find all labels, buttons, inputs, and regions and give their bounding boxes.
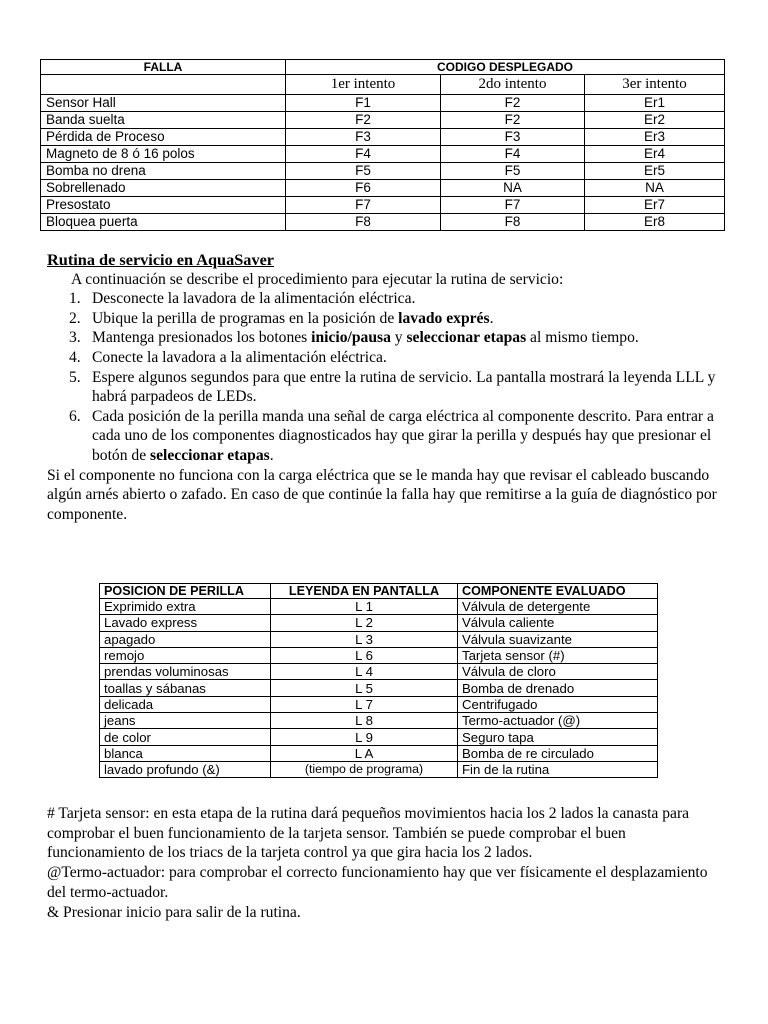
knob-position: Exprimido extra	[100, 599, 271, 615]
fault-name: Presostato	[41, 197, 286, 214]
step-bold-text: lavado exprés	[398, 309, 490, 327]
evaluated-component: Termo-actuador (@)	[458, 713, 658, 729]
step-text: al mismo tiempo.	[526, 329, 639, 347]
code-attempt-3: Er4	[585, 146, 725, 163]
table-row	[41, 197, 725, 214]
evaluated-component: Fin de la rutina	[458, 761, 658, 777]
attempt-2-header: 2do intento	[441, 75, 585, 95]
knob-position: remojo	[100, 647, 271, 663]
knob-position: Lavado express	[100, 615, 271, 631]
note-termo-actuador: @Termo-actuador: para comprobar el correcto funcionamiento hay que ver físicamente el desplazamiento del termo-actuador.	[47, 864, 708, 901]
table-row	[100, 599, 658, 615]
code-attempt-2: F7	[441, 197, 585, 214]
screen-legend: L A	[271, 745, 458, 761]
table-row	[41, 146, 725, 163]
code-attempt-2: F8	[441, 214, 585, 231]
steps-list	[47, 289, 727, 465]
list-item	[47, 407, 727, 466]
evaluated-component: Válvula caliente	[458, 615, 658, 631]
service-routine-table	[99, 583, 658, 778]
code-attempt-2: NA	[441, 180, 585, 197]
step-number: 5.	[69, 368, 81, 386]
position-column-header: POSICION DE PERILLA	[100, 584, 271, 599]
code-attempt-3: NA	[585, 180, 725, 197]
table-row	[41, 129, 725, 146]
knob-position: toallas y sábanas	[100, 680, 271, 696]
knob-position: jeans	[100, 713, 271, 729]
screen-legend: L 7	[271, 696, 458, 712]
note-tarjeta-sensor: # Tarjeta sensor: en esta etapa de la rutina dará pequeños movimientos hacia los 2 lados la canasta para comprobar el buen funcionamiento de la tarjeta sensor. También se puede comprobar el buen funcionamiento de los triacs de la tarjeta control ya que gira hacia los 2 lados.	[47, 805, 690, 862]
table-row	[100, 761, 658, 777]
step-text: Cada posición de la perilla manda una señal de carga eléctrica al componente descrito. Para entrar a cada uno de los componentes diagnosticados hay que girar la perilla y después hay que presionar el botón de	[92, 407, 714, 464]
step-text: Ubique la perilla de programas en la posición de	[92, 309, 399, 327]
code-attempt-1: F6	[286, 180, 441, 197]
step-number: 4.	[69, 348, 81, 366]
list-item	[47, 309, 727, 329]
service-table-header-row	[100, 584, 658, 599]
table-row	[41, 95, 725, 112]
code-attempt-2: F5	[441, 163, 585, 180]
note-exit-routine: & Presionar inicio para salir de la rutina.	[47, 903, 301, 921]
step-bold-text: seleccionar etapas	[150, 446, 270, 464]
code-attempt-2: F4	[441, 146, 585, 163]
step-bold-text: inicio/pausa	[311, 329, 391, 347]
fault-table-header-row	[41, 60, 725, 75]
step-bold-text: seleccionar etapas	[406, 329, 527, 347]
code-attempt-2: F3	[441, 129, 585, 146]
code-attempt-1: F5	[286, 163, 441, 180]
step-text: Mantenga presionados los botones	[92, 329, 312, 347]
intro-text: A continuación se describe el procedimiento para ejecutar la rutina de servicio:	[71, 270, 564, 288]
fault-code-table	[40, 59, 725, 231]
code-attempt-1: F2	[286, 112, 441, 129]
table-row	[100, 745, 658, 761]
code-attempt-1: F4	[286, 146, 441, 163]
code-attempt-2: F2	[441, 112, 585, 129]
closing-paragraph: Si el componente no funciona con la carga eléctrica que se le manda hay que revisar el cableado buscando algún arnés abierto o zafado. En caso de que continúe la falla hay que remitirse a la guía de diagnóstico por componente.	[47, 466, 717, 523]
code-attempt-1: F1	[286, 95, 441, 112]
table-row	[100, 631, 658, 647]
evaluated-component: Centrifugado	[458, 696, 658, 712]
screen-legend: L 3	[271, 631, 458, 647]
step-text: .	[269, 446, 274, 464]
code-attempt-3: Er7	[585, 197, 725, 214]
code-attempt-3: Er2	[585, 112, 725, 129]
screen-legend: L 1	[271, 599, 458, 615]
table-row	[100, 696, 658, 712]
evaluated-component: Bomba de re circulado	[458, 745, 658, 761]
code-attempt-3: Er3	[585, 129, 725, 146]
step-number: 6.	[69, 407, 81, 425]
screen-legend: L 5	[271, 680, 458, 696]
attempt-header-row	[41, 75, 725, 95]
evaluated-component: Seguro tapa	[458, 729, 658, 745]
legend-column-header: LEYENDA EN PANTALLA	[271, 584, 458, 599]
step-text: Conecte la lavadora a la alimentación eléctrica.	[92, 348, 387, 366]
knob-position: blanca	[100, 745, 271, 761]
evaluated-component: Válvula suavizante	[458, 631, 658, 647]
service-routine-section	[47, 250, 727, 524]
step-number: 2.	[69, 309, 81, 327]
component-column-header: COMPONENTE EVALUADO	[458, 584, 658, 599]
screen-legend: L 9	[271, 729, 458, 745]
evaluated-component: Válvula de detergente	[458, 599, 658, 615]
evaluated-component: Tarjeta sensor (#)	[458, 647, 658, 663]
list-item	[47, 368, 727, 407]
step-text: Espere algunos segundos para que entre la rutina de servicio. La pantalla mostrará la leyenda LLL y habrá parpadeos de LEDs.	[92, 368, 716, 406]
fault-name: Sobrellenado	[41, 180, 286, 197]
footnotes	[47, 804, 727, 922]
table-row	[100, 647, 658, 663]
table-row	[41, 163, 725, 180]
fault-column-header: FALLA	[41, 60, 286, 75]
table-row	[100, 713, 658, 729]
fault-name: Bomba no drena	[41, 163, 286, 180]
knob-position: apagado	[100, 631, 271, 647]
knob-position: prendas voluminosas	[100, 664, 271, 680]
code-attempt-1: F3	[286, 129, 441, 146]
table-row	[41, 180, 725, 197]
screen-legend: L 8	[271, 713, 458, 729]
knob-position: delicada	[100, 696, 271, 712]
fault-name: Magneto de 8 ó 16 polos	[41, 146, 286, 163]
code-attempt-3: Er8	[585, 214, 725, 231]
code-column-header: CODIGO DESPLEGADO	[286, 60, 725, 75]
fault-name: Pérdida de Proceso	[41, 129, 286, 146]
attempt-3-header: 3er intento	[585, 75, 725, 95]
screen-legend: L 4	[271, 664, 458, 680]
evaluated-component: Válvula de cloro	[458, 664, 658, 680]
list-item	[47, 348, 727, 368]
list-item	[47, 328, 727, 348]
step-text: Desconecte la lavadora de la alimentación eléctrica.	[92, 290, 416, 308]
knob-position: lavado profundo (&)	[100, 761, 271, 777]
section-title: Rutina de servicio en AquaSaver	[47, 250, 275, 269]
screen-legend: L 2	[271, 615, 458, 631]
attempt-1-header: 1er intento	[286, 75, 441, 95]
table-row	[100, 664, 658, 680]
table-row	[100, 615, 658, 631]
knob-position: de color	[100, 729, 271, 745]
step-text: .	[489, 309, 494, 327]
table-row	[41, 214, 725, 231]
screen-legend: (tiempo de programa)	[271, 761, 458, 777]
table-row	[100, 729, 658, 745]
fault-name: Bloquea puerta	[41, 214, 286, 231]
code-attempt-1: F8	[286, 214, 441, 231]
code-attempt-1: F7	[286, 197, 441, 214]
code-attempt-3: Er5	[585, 163, 725, 180]
step-text: y	[390, 329, 407, 347]
code-attempt-3: Er1	[585, 95, 725, 112]
step-number: 3.	[69, 329, 81, 347]
code-attempt-2: F2	[441, 95, 585, 112]
table-row	[100, 680, 658, 696]
fault-name: Sensor Hall	[41, 95, 286, 112]
step-number: 1.	[69, 290, 81, 308]
list-item	[47, 289, 727, 309]
evaluated-component: Bomba de drenado	[458, 680, 658, 696]
screen-legend: L 6	[271, 647, 458, 663]
table-row	[41, 112, 725, 129]
fault-name: Banda suelta	[41, 112, 286, 129]
empty-header-cell	[41, 75, 286, 95]
